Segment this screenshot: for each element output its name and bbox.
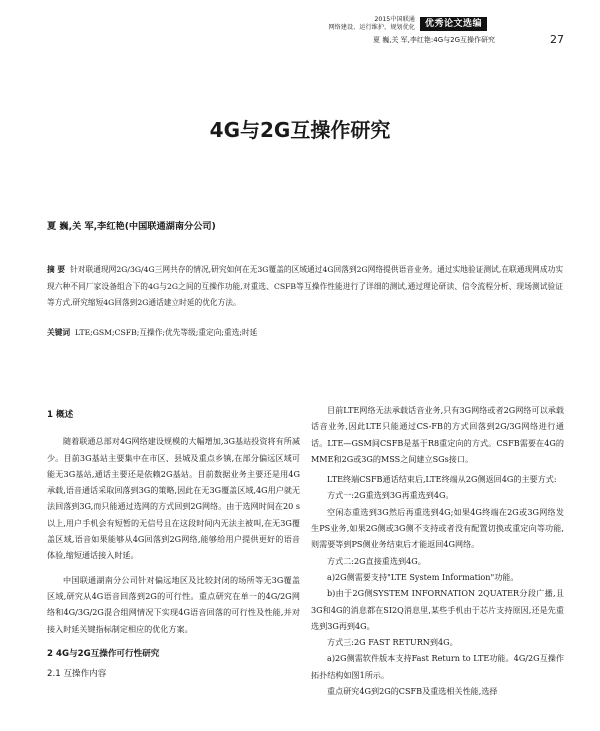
article-title: 4G与2G互操作研究 [209, 118, 391, 142]
section-tag: 优秀论文选编 [420, 17, 487, 31]
page-number: 27 [550, 33, 564, 46]
paragraph-research-focus: 重点研究4G到2G的CSFB及重选相关性能,选择 [327, 686, 498, 697]
section-1-heading: 1 概述 [47, 410, 74, 420]
method-1: 方式一:2G重选到3G再重选到4G。 [327, 490, 454, 501]
paragraph-method-1-detail: 空闲态重选到3G然后再重选到4G;如果4G终端在2G或3G网络发生PS业务,如果2G侧或3G侧不支持或者没有配置切换或重定向等功能,则需要等到PS侧业务结束后才能返回4G网络。 [311, 506, 564, 550]
abstract-label: 摘 要 [47, 265, 66, 274]
method-3: 方式三:2G FAST RETURN到4G。 [327, 637, 458, 648]
paragraph-overview-2: 中国联通湖南分公司针对偏远地区及比较封闭的场所等无3G覆盖区域,研究从4G语音回落到2G的可行性。重点研究在单一的4G/2G网络和4G/3G/2G混合组网情况下实现4G语音回落的可行性及性能,并对接入时延关键指标制定相应的优化方案。 [47, 574, 300, 634]
right-column [311, 402, 564, 699]
section-2-heading: 2 4G与2G互操作可行性研究 [47, 648, 160, 659]
method-3-item-a: a)2G侧需软件版本支持Fast Return to LTE功能。4G/2G互操作拓扑结构如图1所示。 [311, 653, 564, 680]
running-title: 夏 巍,关 军,李红艳:4G与2G互操作研究 [373, 36, 496, 44]
journal-name-line1: 2015中国联通 [374, 16, 415, 23]
keywords-text: LTE;GSM;CSFB;互操作;优先等级;重定向;重选;时延 [74, 328, 258, 337]
method-2-item-a: a)2G侧需要支持"LTE System Information"功能。 [327, 571, 519, 582]
method-2: 方式二:2G直接重选到4G。 [327, 555, 426, 566]
left-column [47, 407, 300, 682]
keywords-label: 关键词 [47, 328, 71, 337]
paragraph-csfb: 目前LTE网络无法承载话音业务,只有3G网络或者2G网络可以承载话音业务,因此LTE只能通过CS-FB的方式回落到2G/3G网络进行通话。LTE—GSM间CSFB是基于R8重定向的方式。CSFB需要在4G的MME和2G或3G的MSS之间建立SGs接口。 [311, 405, 564, 464]
section-2-1-heading: 2.1 互操作内容 [47, 669, 107, 680]
journal-name-line2: 网络建设、运行维护、规划优化 [328, 23, 415, 31]
paragraph-overview-1: 随着联通总部对4G网络建设规模的大幅增加,3G基站投资将有所减少。目前3G基站主要集中在市区、县城及重点乡镇,在部分偏远区域可能无3G基站,通话主要还是依赖2G基站。目前数据业务主要还是用4G承载,语音通话采取回落到3G的策略,因此在无3G覆盖区域,4G用户就无法回落到3G,而只能通过选网的方式回到2G网络。由于选网时间在20 s以上,用户手机会有短暂的无信号且在这段时间内无法主被叫,在无3G覆盖区域,语音如果能够从4G回落到2G网络,能够给用户提供更好的语音体验,缩短通话接入时延。 [47, 436, 301, 561]
abstract [47, 262, 563, 312]
journal-name [245, 16, 415, 31]
paragraph-return-methods: LTE终端CSFB通话结束后,LTE终端从2G侧返回4G的主要方式: [327, 474, 557, 485]
keywords [47, 327, 257, 339]
method-2-item-b: b)由于2G侧SYSTEM INFORNATION 2QUATER分段广播,且3G和4G的消息都在SI2Q消息里,某些手机由于芯片支持原因,还是先重选到3G再到4G。 [311, 588, 564, 631]
abstract-text: 针对联通现网2G/3G/4G三网共存的情况,研究如何在无3G覆盖的区域通过4G回落到2G网络提供语音业务。通过实地验证测试,在联通现网成功实现六种不同厂家设备组合下的4G与2G之间的互操作功能,对重选、CSFB等互操作性能进行了详细的测试,通过理论研读、信令流程分析、现场测试验证等方式,研究缩短4G回落到2G通话建立时延的优化方法。 [47, 265, 564, 307]
article-authors: 夏 巍,关 军,李红艳(中国联通湖南分公司) [47, 221, 216, 232]
